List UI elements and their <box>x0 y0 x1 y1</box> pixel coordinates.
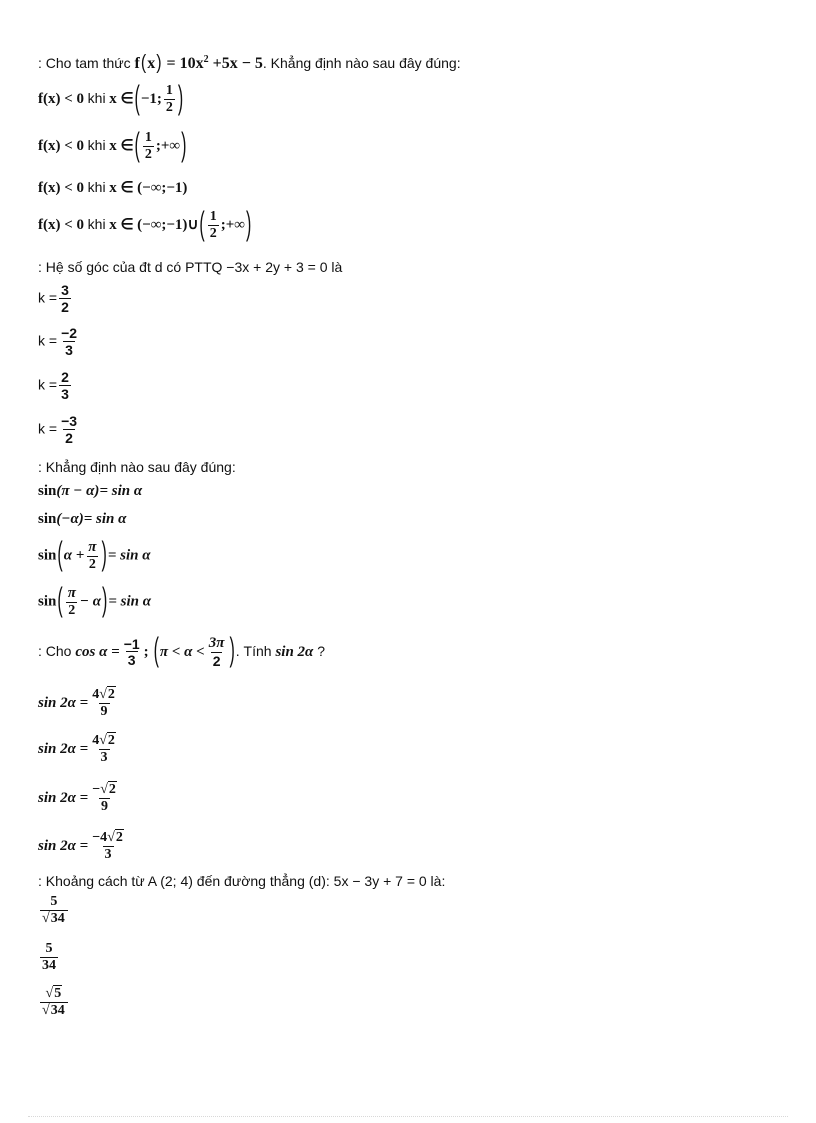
q2-option-d: k = $\frac{-3}{2}$ <box>38 413 78 446</box>
q5-option-c: $\frac{√5}{√34}$ <box>38 987 70 1018</box>
q1-option-d: f(x) < 0 khi x ∈ (−∞;−1)∪( $\frac{1}{2}$ ;+∞) <box>38 206 252 243</box>
q1-option-b: f(x) < 0 khi x ∈( $\frac{1}{2}$ ;+∞) <box>38 127 187 164</box>
q2-option-c: k = $\frac{2}{3}$ <box>38 369 69 402</box>
q2-option-a: k = $\frac{3}{2}$ <box>38 282 69 315</box>
function-expression: $f(x) = 10x^2 +5x - 5$ <box>134 53 263 75</box>
q1-option-a: f(x) < 0 khi x ∈(−1; $\frac{1}{2}$ ) <box>38 80 184 117</box>
page-bottom-divider <box>28 1116 788 1117</box>
q3-option-d: sin( $\frac{\pi}{2}$ − α)= sin α <box>38 583 152 620</box>
q3-option-c: sin(α + $\frac{\pi}{2}$ )= sin α <box>38 537 151 574</box>
question-1-prefix: : Cho tam thức <box>38 55 131 71</box>
q5-option-a: $\frac{5}{√34}$ <box>38 895 70 926</box>
q3-option-a: sin(π − α)= sin α <box>38 483 143 499</box>
question-2: : Hệ số góc của đt d có PTTQ −3x + 2y + 3 = 0 là <box>38 259 343 275</box>
question-5: : Khoảng cách từ A (2; 4) đến đường thẳng (d): 5x − 3y + 7 = 0 là: <box>38 873 446 889</box>
q4-option-c: sin 2α = $\frac{-√2}{9}$ <box>38 782 116 814</box>
question-3: : Khẳng định nào sau đây đúng: <box>38 459 236 475</box>
q1-option-c: f(x) < 0 khi x ∈ (−∞;−1) <box>38 179 188 196</box>
q3-option-b: sin(−α)= sin α <box>38 511 127 527</box>
q5-option-b: $\frac{5}{34}$ <box>42 941 56 973</box>
question-1-suffix: . Khẳng định nào sau đây đúng: <box>262 55 461 71</box>
question-1 <box>38 53 461 75</box>
question-4: : Cho cos α = $\frac{-1}{3}$ ; (π < α < $\frac{3\pi}{2}$ ). Tính sin 2α ? <box>38 633 326 670</box>
q4-option-b: sin 2α = $\frac{4√2}{3}$ <box>38 733 115 765</box>
q2-option-b: k = $\frac{-2}{3}$ <box>38 325 78 358</box>
q4-option-d: sin 2α = $\frac{-4√2}{3}$ <box>38 830 123 862</box>
q4-option-a: sin 2α = $\frac{4√2}{9}$ <box>38 687 115 719</box>
